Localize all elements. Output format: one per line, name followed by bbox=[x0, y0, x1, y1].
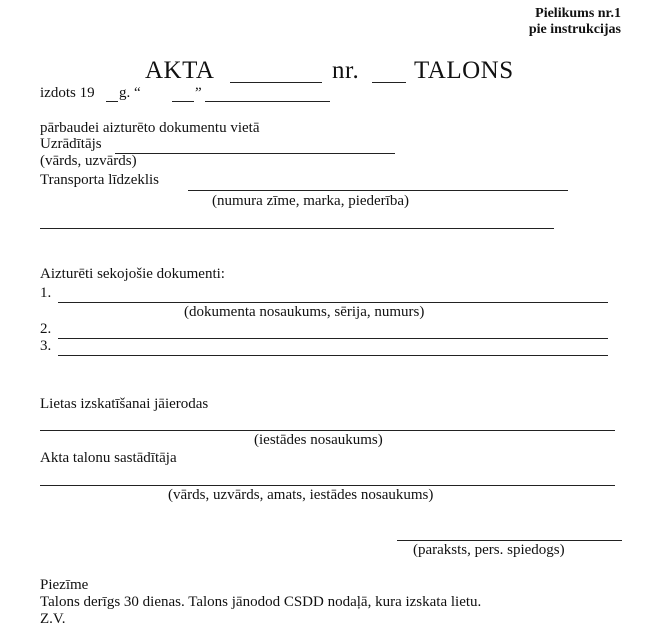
vehicle-caption: (numura zīme, marka, piederība) bbox=[212, 193, 409, 209]
document-item-1-line bbox=[58, 302, 608, 303]
vehicle-extra-line bbox=[40, 228, 554, 229]
institution-caption: (iestādes nosaukums) bbox=[254, 432, 383, 448]
signature-line bbox=[397, 540, 622, 541]
document-item-3-number: 3. bbox=[40, 338, 52, 354]
title-nr: nr. bbox=[332, 57, 360, 84]
compiler-line bbox=[40, 485, 615, 486]
compiler-caption: (vārds, uzvārds, amats, iestādes nosaukums) bbox=[168, 487, 434, 503]
appendix-line-1: Pielikums nr.1 bbox=[535, 6, 621, 21]
signature-caption: (paraksts, pers. spiedogs) bbox=[413, 542, 565, 558]
act-number-line-1 bbox=[230, 82, 322, 83]
name-caption: (vārds, uzvārds) bbox=[40, 153, 137, 169]
place-label: pārbaudei aizturēto dokumentu vietā bbox=[40, 120, 260, 136]
issued-quote-close: ” bbox=[195, 85, 202, 101]
title-talons: TALONS bbox=[414, 57, 514, 84]
institution-line bbox=[40, 430, 615, 431]
document-item-1-number: 1. bbox=[40, 285, 52, 301]
note-heading: Piezīme bbox=[40, 577, 89, 593]
appendix-line-2: pie instrukcijas bbox=[528, 22, 621, 37]
issued-day-line bbox=[172, 101, 194, 102]
document-item-1-caption: (dokumenta nosaukums, sērija, numurs) bbox=[184, 304, 425, 320]
issued-year-line bbox=[106, 101, 118, 102]
vehicle-line bbox=[188, 190, 568, 191]
issued-month-line bbox=[205, 101, 330, 102]
presenter-line bbox=[115, 153, 395, 154]
note-zv: Z.V. bbox=[40, 611, 66, 627]
documents-heading: Aizturēti sekojošie dokumenti: bbox=[40, 266, 225, 282]
document-item-3-line bbox=[58, 355, 608, 356]
appear-label: Lietas izskatīšanai jāierodas bbox=[40, 396, 209, 412]
vehicle-label: Transporta līdzeklis bbox=[40, 172, 160, 188]
act-number-line-2 bbox=[372, 82, 406, 83]
note-text: Talons derīgs 30 dienas. Talons jānodod CSDD nodaļā, kura izskata lietu. bbox=[40, 594, 482, 610]
document-item-2-line bbox=[58, 338, 608, 339]
compiler-label: Akta talonu sastādītāja bbox=[40, 450, 177, 466]
title-akta: AKTA bbox=[145, 57, 215, 84]
issued-prefix: izdots 19 bbox=[40, 85, 95, 101]
presenter-label: Uzrādītājs bbox=[40, 136, 102, 152]
document-item-2-number: 2. bbox=[40, 321, 52, 337]
issued-year-suffix: g. “ bbox=[119, 85, 141, 101]
